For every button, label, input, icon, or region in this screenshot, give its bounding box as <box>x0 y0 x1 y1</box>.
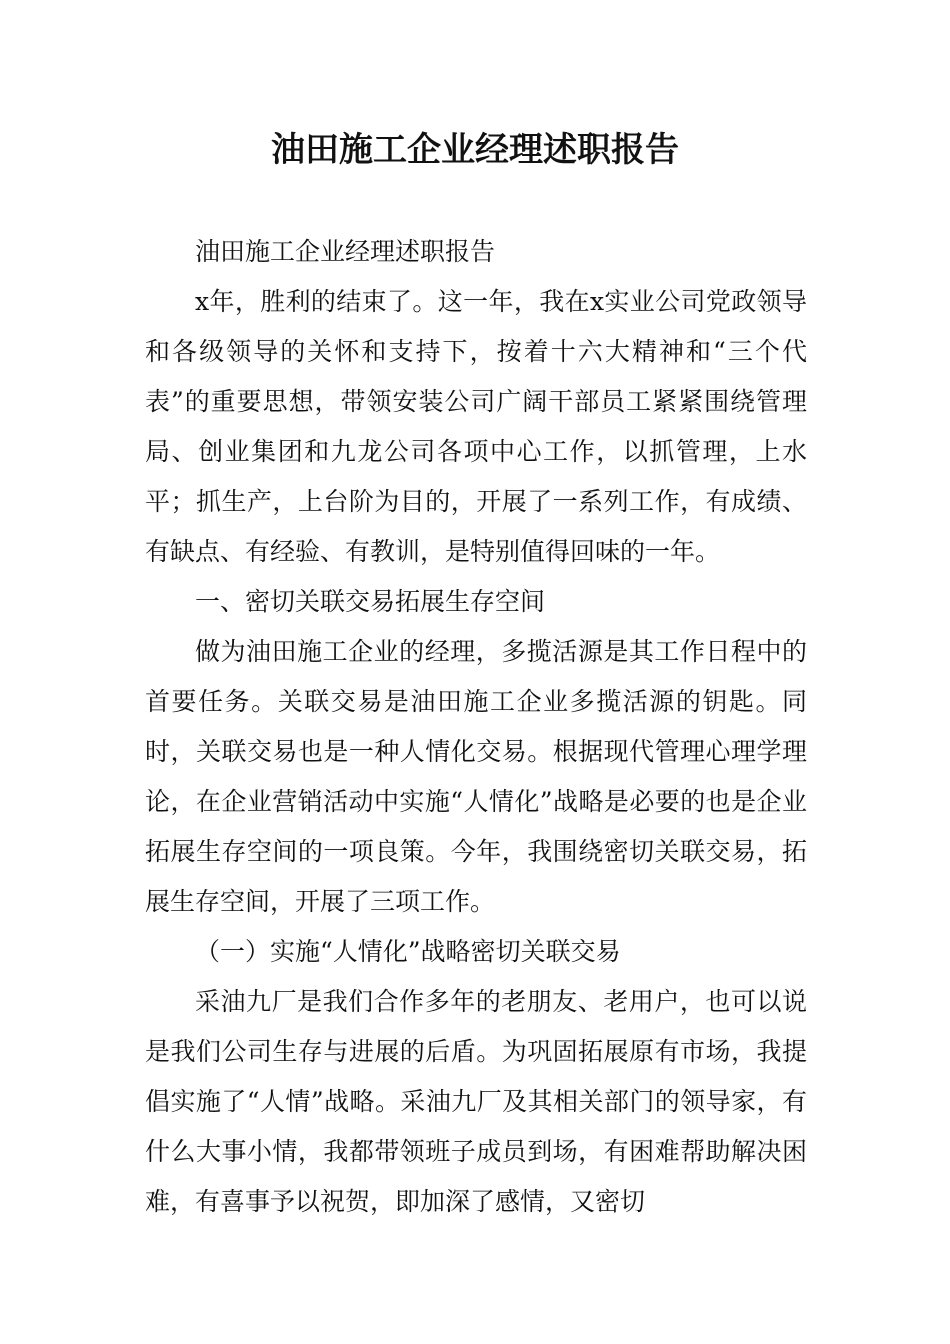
body-paragraph-section-1: 做为油田施工企业的经理，多揽活源是其工作日程中的首要任务。关联交易是油田施工企业多揽活源的钥匙。同时，关联交易也是一种人情化交易。根据现代管理心理学理论，在企业营销活动中实施“人情化”战略是必要的也是企业拓展生存空间的一项良策。今年，我围绕密切关联交易，拓展生存空间，开展了三项工作。 <box>145 637 807 916</box>
document-body <box>145 227 807 1227</box>
body-paragraph-subsection-1: 采油九厂是我们合作多年的老朋友、老用户，也可以说是我们公司生存与进展的后盾。为巩固拓展原有市场，我提倡实施了“人情”战略。采油九厂及其相关部门的领导家，有什么大事小情，我都带领班子成员到场，有困难帮助解决困难，有喜事予以祝贺，即加深了感情，又密切 <box>145 987 807 1216</box>
section-heading-1: 一、密切关联交易拓展生存空间 <box>195 587 546 616</box>
body-paragraph-intro: x年，胜利的结束了。这一年，我在x实业公司党政领导和各级领导的关怀和支持下，按着十六大精神和“三个代表”的重要思想，带领安装公司广阔干部员工紧紧围绕管理局、创业集团和九龙公司各项中心工作，以抓管理，上水平；抓生产，上台阶为目的，开展了一系列工作，有成绩、有缺点、有经验、有教训，是特别值得回味的一年。 <box>145 287 807 566</box>
body-paragraph-subtitle: 油田施工企业经理述职报告 <box>195 237 496 266</box>
subsection-heading-1: （一）实施“人情化”战略密切关联交易 <box>195 937 621 966</box>
document-title: 油田施工企业经理述职报告 <box>271 130 679 170</box>
